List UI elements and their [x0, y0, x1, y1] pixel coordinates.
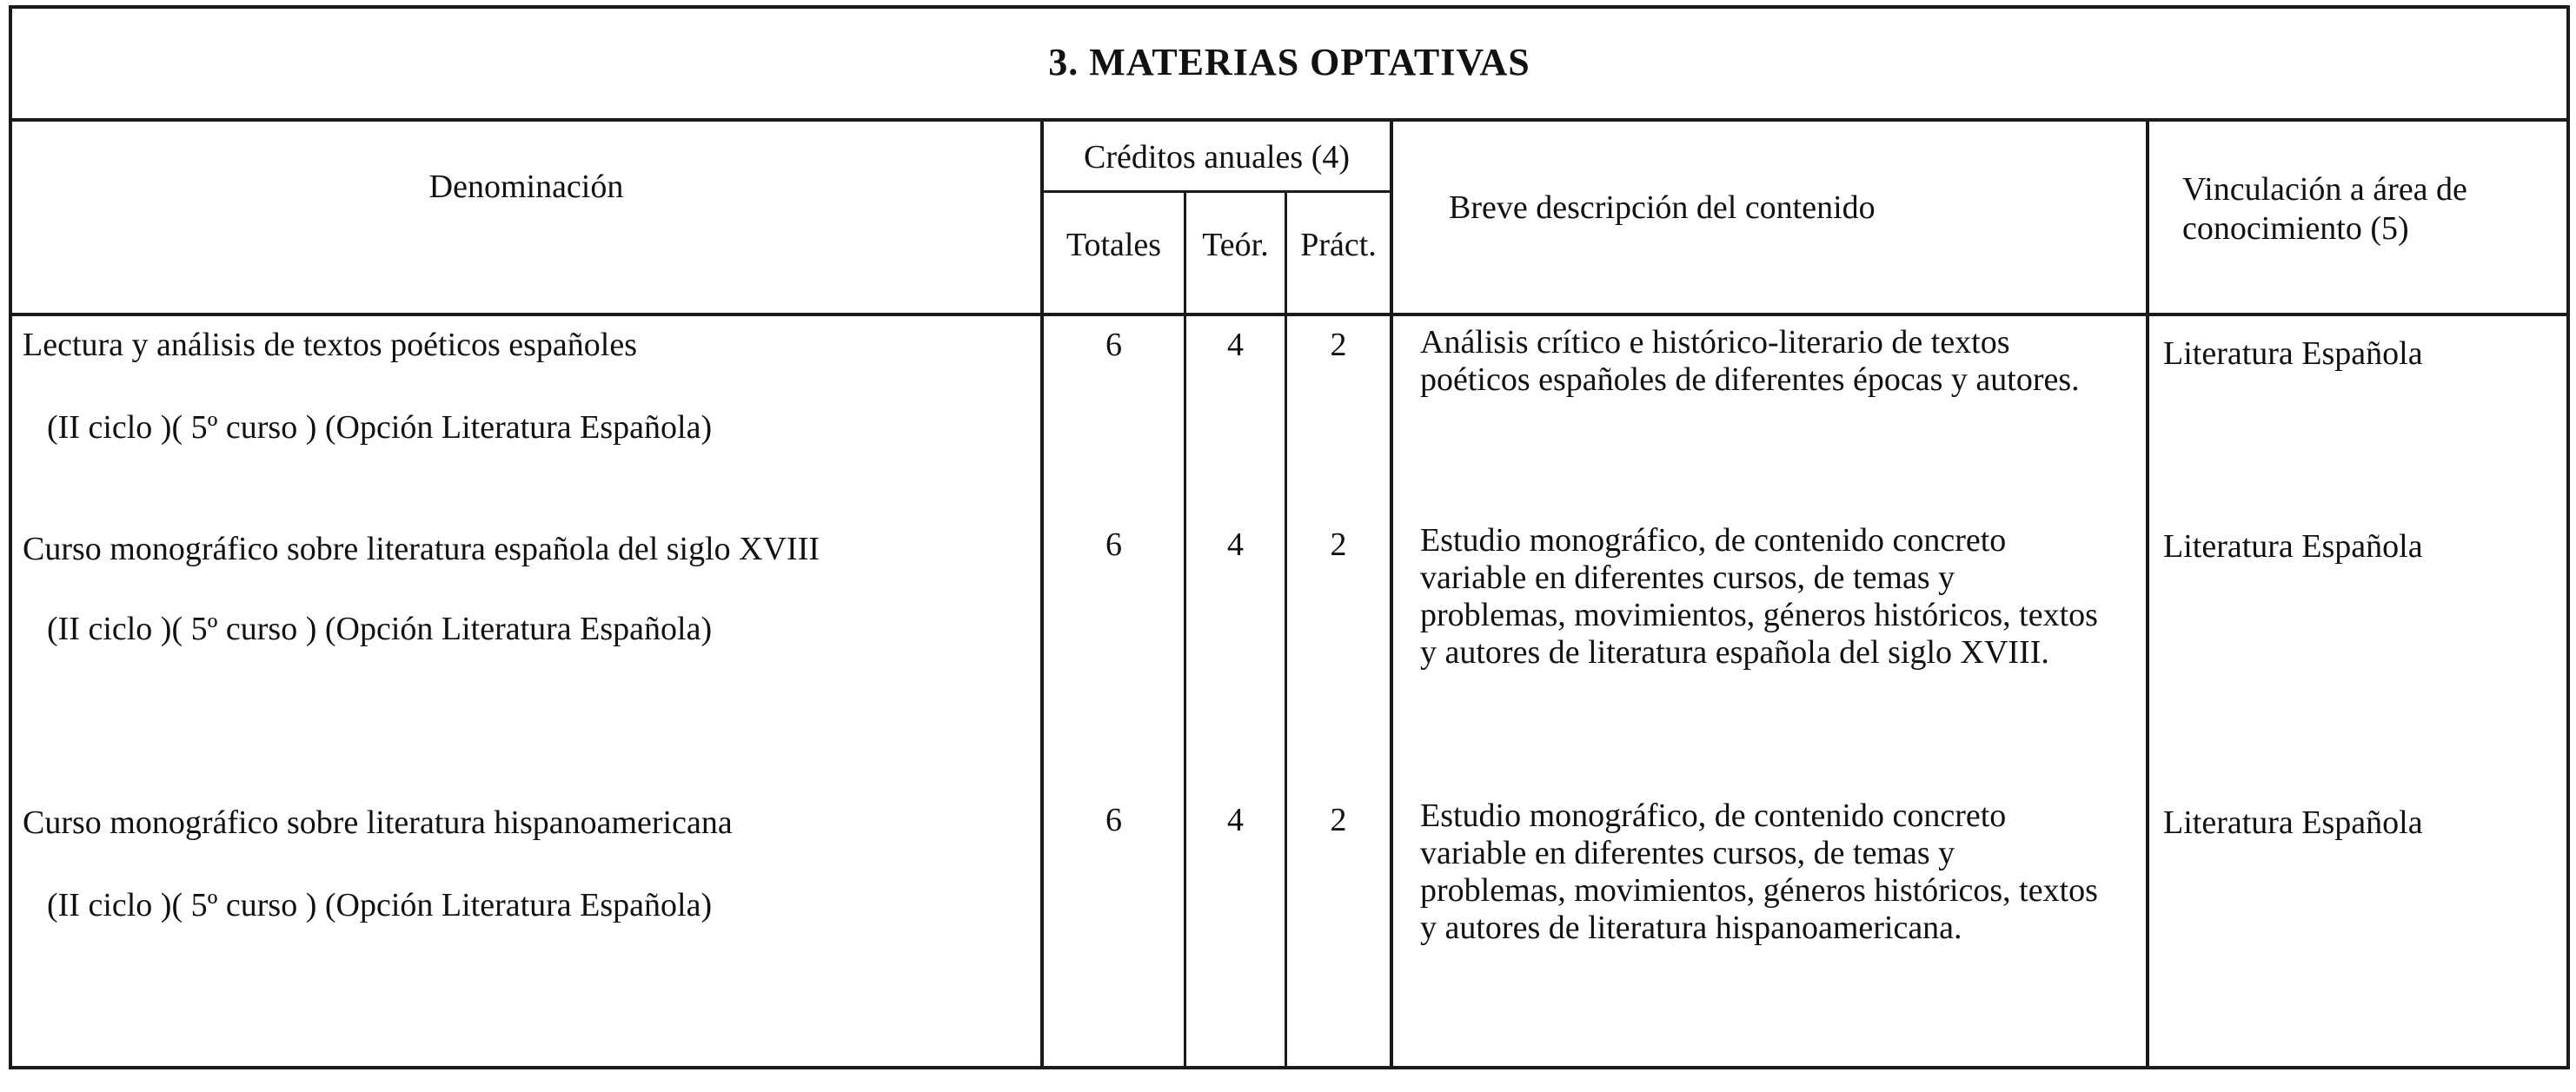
row-2-teor: 4	[1227, 526, 1244, 563]
row-1-pract: 2	[1330, 327, 1347, 363]
row-3-teor: 4	[1227, 802, 1244, 838]
header-teor: Teór.	[1202, 227, 1269, 263]
header-vinculacion-line2: conocimiento (5)	[2182, 210, 2409, 247]
row-3-name: Curso monográfico sobre literatura hispanoamericana	[23, 804, 733, 841]
header-divider	[12, 313, 2566, 316]
row-2-totales: 6	[1105, 526, 1122, 563]
credits-subheader-divider	[1040, 190, 1393, 193]
column-divider-3	[1285, 191, 1287, 1068]
row-1-totales: 6	[1105, 327, 1122, 363]
row-3-area: Literatura Española	[2163, 804, 2423, 841]
row-3-description: Estudio monográfico, de contenido concreto variable en diferentes cursos, de temas y problemas, movimientos, géneros históricos, textos y autores de literatura hispanoamericana.	[1420, 797, 2098, 946]
column-divider-5	[2146, 120, 2149, 1068]
row-1-description: Análisis crítico e histórico-literario de textos poéticos españoles de diferentes épocas y autores.	[1420, 324, 2080, 398]
row-3-pract: 2	[1330, 802, 1347, 838]
row-2-area: Literatura Española	[2163, 528, 2423, 565]
row-1-name: Lectura y análisis de textos poéticos españoles	[23, 327, 638, 363]
document-title: 3. MATERIAS OPTATIVAS	[1048, 41, 1530, 83]
column-divider-2	[1184, 191, 1186, 1068]
row-2-name: Curso monográfico sobre literatura española del siglo XVIII	[23, 531, 820, 567]
row-2-description: Estudio monográfico, de contenido concreto variable en diferentes cursos, de temas y problemas, movimientos, géneros históricos, textos y autores de literatura española del siglo XVIII.	[1420, 522, 2098, 671]
header-totales: Totales	[1066, 227, 1162, 263]
row-3-detail: (II ciclo )( 5º curso ) (Opción Literatura Española)	[47, 887, 713, 923]
row-2-pract: 2	[1330, 526, 1347, 563]
row-1-teor: 4	[1227, 327, 1244, 363]
header-creditos: Créditos anuales (4)	[1083, 139, 1351, 175]
row-1-area: Literatura Española	[2163, 335, 2423, 372]
header-descripcion: Breve descripción del contenido	[1449, 189, 1876, 226]
title-divider	[12, 118, 2566, 122]
row-2-detail: (II ciclo )( 5º curso ) (Opción Literatura Española)	[47, 611, 713, 647]
header-denominacion: Denominación	[428, 169, 624, 205]
header-pract: Práct.	[1300, 227, 1377, 263]
column-divider-4	[1390, 120, 1393, 1068]
document-table	[9, 5, 2570, 1069]
row-1-detail: (II ciclo )( 5º curso ) (Opción Literatura Española)	[47, 409, 713, 446]
row-3-totales: 6	[1105, 802, 1122, 838]
header-vinculacion-line1: Vinculación a área de	[2182, 171, 2467, 208]
